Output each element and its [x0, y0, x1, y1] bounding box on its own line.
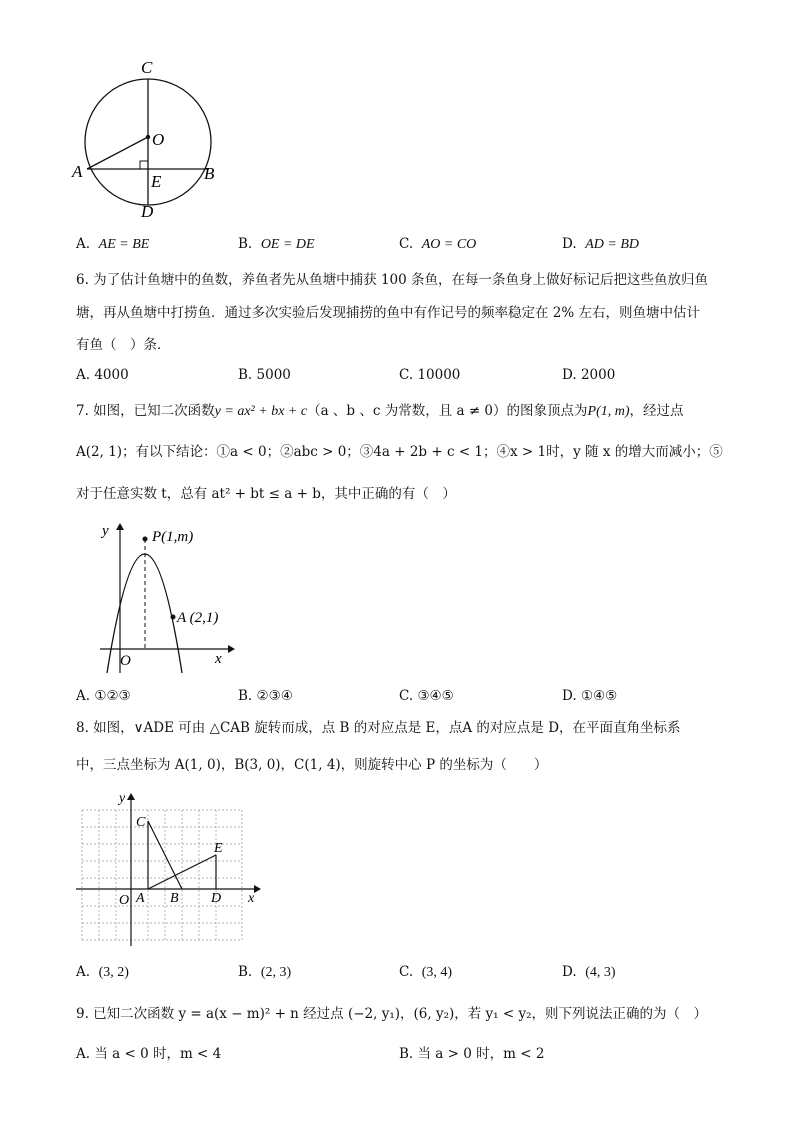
option-text: 当 a > 0 时，m < 2 [417, 1046, 545, 1062]
q7-parabola-curve [107, 554, 182, 673]
q8-label-y: y [119, 791, 126, 806]
q8-grid-figure [76, 788, 271, 948]
q6-line-1: 6. 为了估计鱼塘中的鱼数，养鱼者先从鱼塘中捕获 100 条鱼，在每一条鱼身上做好标记后把这些鱼放归鱼 [76, 272, 709, 288]
q9-option-b[interactable] [399, 1042, 544, 1062]
option-letter: A. [76, 367, 91, 383]
option-text: AO = CO [421, 237, 477, 252]
q5-label-b: B [204, 164, 215, 183]
option-text: 当 a < 0 时，m < 4 [94, 1046, 222, 1062]
q8-y-arrow [127, 793, 135, 800]
option-text: 5000 [256, 367, 291, 383]
q7-line-1 [76, 402, 684, 421]
q5-label-o: O [152, 130, 165, 149]
q8-option-b[interactable] [238, 964, 291, 981]
q7-function: y = ax² + bx + c [214, 404, 308, 419]
q7-point-a [171, 615, 176, 620]
q8-grid-lines [82, 810, 242, 940]
q7-option-d[interactable] [562, 688, 617, 704]
option-text: AE = BE [98, 237, 150, 252]
option-letter: A. [76, 1046, 91, 1062]
q6-line-2: 塘，再从鱼塘中打捞鱼．通过多次实验后发现捕捞的鱼中有作记号的频率稳定在 2% 左右，则鱼塘中估计 [76, 305, 700, 321]
q5-label-d: D [141, 202, 154, 221]
q5-option-b[interactable] [238, 236, 315, 253]
q6-option-a[interactable] [76, 367, 129, 383]
q8-label-b: B [170, 891, 179, 906]
option-letter: D. [562, 964, 577, 980]
option-letter: B. [238, 964, 253, 980]
option-text: 4000 [94, 367, 129, 383]
q8-label-d: D [211, 891, 222, 906]
option-text: ①④⑤ [580, 688, 618, 704]
q8-label-c: C [136, 815, 146, 830]
q7-x-arrow [228, 645, 235, 653]
q8-label-x: x [248, 891, 255, 906]
q9-line-1: 9. 已知二次函数 y = a(x − m)² + n 经过点 (−2, y₁)，(6, y₂)，若 y₁ < y₂，则下列说法正确的为（ ） [76, 1006, 708, 1022]
q7-y-arrow [116, 523, 124, 530]
q7-parabola-figure [90, 515, 250, 675]
option-letter: C. [399, 236, 414, 252]
q8-label-o: O [119, 893, 130, 908]
option-text: AD = BD [585, 237, 640, 252]
option-letter: A. [76, 964, 91, 980]
option-text: (3, 4) [421, 965, 453, 980]
q7-label-x: x [215, 651, 222, 667]
q7-label-o: O [120, 653, 131, 669]
option-letter: C. [399, 688, 414, 704]
option-letter: C. [399, 367, 414, 383]
option-text: ①②③ [94, 688, 131, 704]
q7-option-a[interactable] [76, 688, 131, 704]
q8-option-a[interactable] [76, 964, 129, 981]
q7-option-b[interactable] [238, 688, 293, 704]
q5-option-a[interactable] [76, 236, 149, 253]
q5-segment-ao [87, 137, 148, 169]
option-letter: C. [399, 964, 414, 980]
q5-center-dot [146, 135, 150, 139]
option-letter: B. [238, 367, 253, 383]
q5-circle-figure [70, 55, 250, 225]
option-letter: A. [76, 688, 91, 704]
q9-option-a[interactable] [76, 1042, 221, 1062]
q5-option-d[interactable] [562, 236, 639, 253]
option-text: 10000 [417, 367, 461, 383]
q6-option-b[interactable] [238, 367, 291, 383]
q5-label-e: E [151, 172, 162, 191]
option-text: 2000 [580, 367, 616, 383]
q8-line-1: 8. 如图，∨ADE 可由 △CAB 旋转而成，点 B 的对应点是 E，点A 的对应点是 D，在平面直角坐标系 [76, 720, 681, 736]
option-letter: B. [238, 236, 253, 252]
q7-line-2: A(2, 1)；有以下结论：①a < 0；②abc > 0；③4a + 2b + c < 1；④x > 1时，y 随 x 的增大而减小；⑤ [76, 444, 723, 460]
q5-label-a: A [72, 162, 83, 181]
q5-label-c: C [141, 58, 153, 77]
q5-option-c[interactable] [399, 236, 476, 253]
q8-line-2: 中，三点坐标为 A(1, 0)，B(3, 0)，C(1, 4)，则旋转中心 P 的坐标为（ ） [76, 757, 548, 773]
q8-label-a: A [136, 891, 145, 906]
option-letter: B. [238, 688, 253, 704]
option-text: ③④⑤ [417, 688, 454, 704]
q7-line-1-b: （a 、b 、c 为常数，且 a ≠ 0）的图象顶点为 [307, 403, 588, 419]
q7-line-3: 对于任意实数 t，总有 at² + bt ≤ a + b，其中正确的有（ ） [76, 486, 456, 502]
option-text: ②③④ [256, 688, 293, 704]
q8-option-c[interactable] [399, 964, 452, 981]
q8-option-d[interactable] [562, 964, 616, 981]
option-letter: B. [399, 1046, 414, 1062]
q6-option-d[interactable] [562, 367, 615, 383]
option-text: (4, 3) [585, 965, 616, 980]
option-text: (3, 2) [98, 965, 129, 980]
q7-label-y: y [102, 523, 109, 539]
option-letter: D. [562, 688, 577, 704]
q7-line-1-a: 7. 如图，已知二次函数 [76, 403, 215, 419]
q7-vertex: P(1, m) [587, 404, 630, 419]
q6-option-c[interactable] [399, 367, 460, 383]
q7-label-p: P(1,m) [152, 529, 194, 545]
q7-option-c[interactable] [399, 688, 454, 704]
q7-line-1-c: ，经过点 [629, 403, 684, 419]
option-letter: D. [562, 367, 577, 383]
q7-label-a: A (2,1) [177, 610, 219, 626]
q8-label-e: E [214, 841, 223, 856]
q7-point-p [143, 537, 148, 542]
option-text: OE = DE [260, 237, 315, 252]
option-letter: A. [76, 236, 91, 252]
q6-line-3: 有鱼（ ）条． [76, 337, 171, 353]
q5-right-angle-mark [140, 161, 148, 169]
option-text: (2, 3) [260, 965, 292, 980]
q8-x-arrow [254, 885, 261, 893]
option-letter: D. [562, 236, 577, 252]
